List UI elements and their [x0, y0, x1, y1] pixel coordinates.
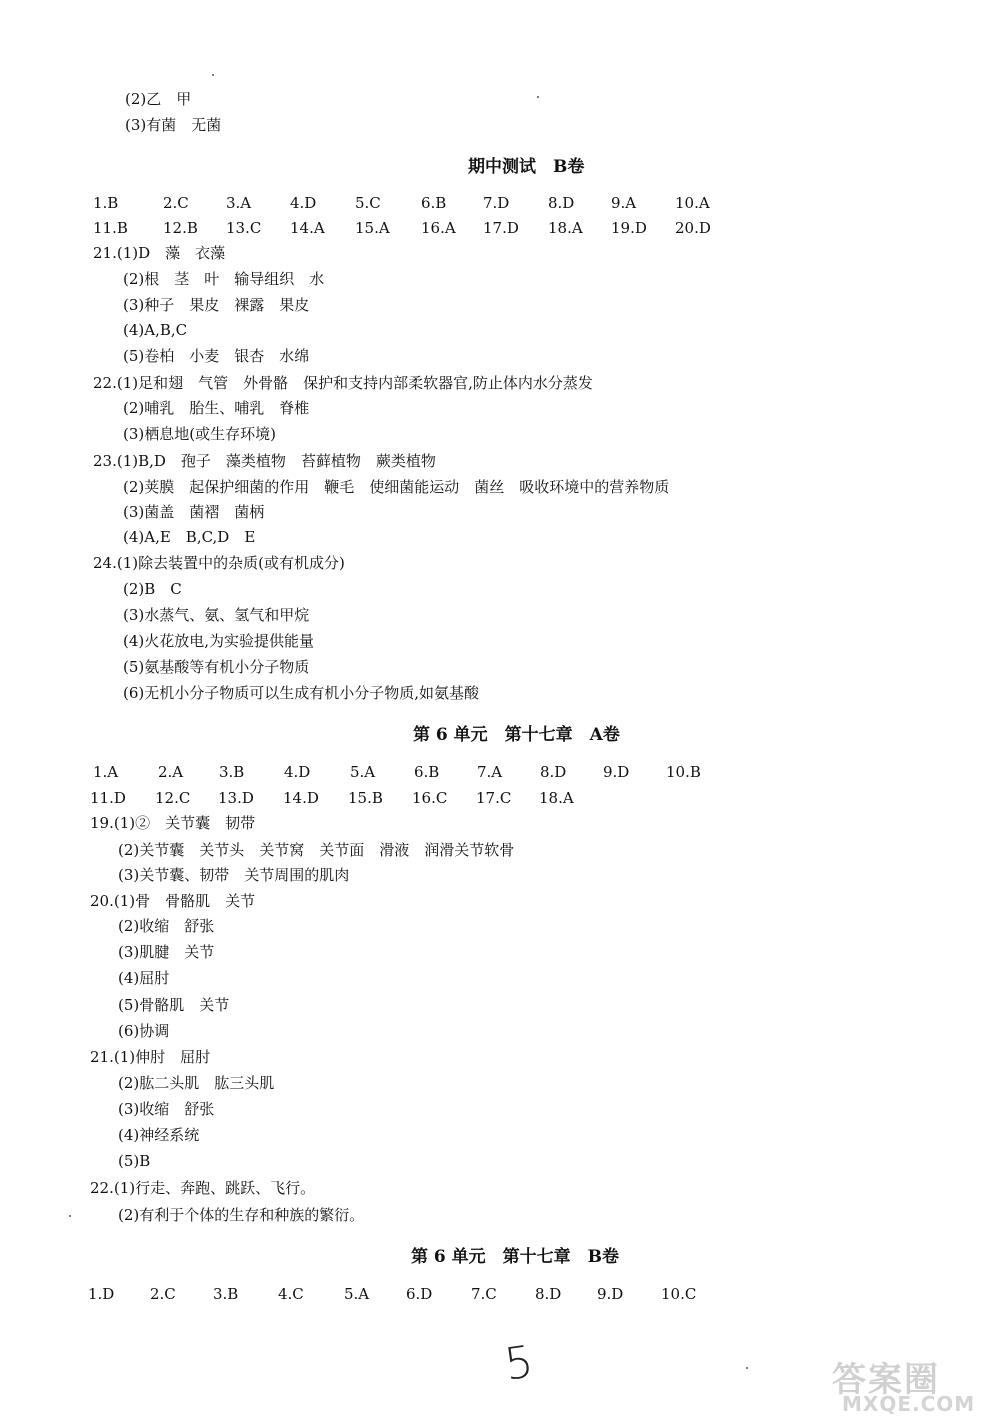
mcq-answer-row: [90, 788, 753, 808]
page-number: 5: [501, 1336, 537, 1391]
answer-line: 22.(1)足和翅 气管 外骨骼 保护和支持内部柔软器官,防止体内水分蒸发: [93, 374, 593, 392]
answer-line: (2)根 茎 叶 输导组织 水: [123, 270, 325, 288]
answer-line: (3)菌盖 菌褶 菌柄: [123, 503, 265, 521]
answer-line: (3)有菌 无菌: [125, 116, 222, 134]
mcq-answer: 2.A: [158, 763, 184, 781]
mcq-answer: 3.B: [219, 763, 245, 781]
mcq-answer: 2.C: [150, 1285, 176, 1303]
answer-line: (3)种子 果皮 裸露 果皮: [123, 296, 310, 314]
mcq-answer: 3.B: [213, 1285, 239, 1303]
mcq-answer: 11.B: [93, 219, 128, 237]
mcq-answer: 8.D: [540, 763, 567, 781]
mcq-answer: 6.D: [406, 1285, 433, 1303]
mcq-answer: 9.A: [611, 194, 637, 212]
mcq-answer-row: [93, 193, 753, 213]
mcq-answer: 7.C: [471, 1285, 497, 1303]
answer-line: 20.(1)骨 骨骼肌 关节: [90, 892, 256, 910]
mcq-answer: 17.D: [483, 219, 519, 237]
answer-line: 21.(1)伸肘 屈肘: [90, 1048, 211, 1066]
mcq-answer: 9.D: [603, 763, 630, 781]
answer-line: (4)屈肘: [118, 969, 170, 987]
answer-line: 19.(1)② 关节囊 韧带: [90, 814, 256, 832]
mcq-answer: 4.D: [284, 763, 311, 781]
answer-line: (2)收缩 舒张: [118, 917, 215, 935]
answer-line: (3)关节囊、韧带 关节周围的肌肉: [118, 866, 350, 884]
answer-line: (2)B C: [123, 580, 182, 598]
section-title-unit6-b: 第 6 单元 第十七章 B卷: [411, 1247, 620, 1267]
mcq-answer: 15.A: [355, 219, 390, 237]
mcq-answer: 13.C: [226, 219, 262, 237]
answer-line: (2)有利于个体的生存和种族的繁衍。: [118, 1206, 365, 1224]
section-title-unit6-a: 第 6 单元 第十七章 A卷: [413, 725, 620, 745]
mcq-answer: 1.B: [93, 194, 119, 212]
mcq-answer: 18.A: [539, 789, 574, 807]
answer-line: (3)栖息地(或生存环境): [123, 425, 276, 443]
answer-line: (2)荚膜 起保护细菌的作用 鞭毛 使细菌能运动 菌丝 吸收环境中的营养物质: [123, 478, 670, 496]
mcq-answer: 11.D: [90, 789, 126, 807]
scan-speck: [537, 96, 539, 98]
mcq-answer: 7.A: [477, 763, 503, 781]
mcq-answer: 20.D: [675, 219, 711, 237]
mcq-answer: 14.A: [290, 219, 325, 237]
mcq-answer: 10.A: [675, 194, 710, 212]
answer-line: 22.(1)行走、奔跑、跳跃、飞行。: [90, 1179, 316, 1197]
scan-speck: [212, 74, 214, 76]
mcq-answer: 19.D: [611, 219, 647, 237]
answer-line: (5)氨基酸等有机小分子物质: [123, 658, 310, 676]
watermark-text: 答案圈: [832, 1360, 940, 1400]
answer-line: (2)肱二头肌 肱三头肌: [118, 1074, 275, 1092]
answer-line: 24.(1)除去装置中的杂质(或有机成分): [93, 554, 345, 572]
mcq-answer: 5.A: [350, 763, 376, 781]
answer-line: (6)无机小分子物质可以生成有机小分子物质,如氨基酸: [123, 684, 480, 702]
mcq-answer: 8.D: [535, 1285, 562, 1303]
mcq-answer: 6.B: [421, 194, 447, 212]
mcq-answer: 6.B: [414, 763, 440, 781]
mcq-answer: 3.A: [226, 194, 252, 212]
mcq-answer-row: [93, 762, 753, 782]
mcq-answer: 12.B: [163, 219, 198, 237]
mcq-answer: 13.D: [218, 789, 254, 807]
mcq-answer: 7.D: [483, 194, 510, 212]
section-title-midterm-b: 期中测试 B卷: [468, 157, 585, 177]
answer-line: (5)B: [118, 1152, 151, 1170]
answer-line: (3)水蒸气、氨、氢气和甲烷: [123, 606, 310, 624]
mcq-answer: 16.C: [412, 789, 448, 807]
mcq-answer: 10.B: [666, 763, 701, 781]
answer-line: 21.(1)D 藻 衣藻: [93, 244, 226, 262]
mcq-answer: 9.D: [597, 1285, 624, 1303]
mcq-answer: 1.A: [93, 763, 119, 781]
mcq-answer-row: [93, 218, 753, 238]
answer-line: (6)协调: [118, 1022, 170, 1040]
mcq-answer: 15.B: [348, 789, 383, 807]
mcq-answer: 1.D: [88, 1285, 115, 1303]
answer-line: (2)乙 甲: [125, 90, 192, 108]
answer-line: (2)关节囊 关节头 关节窝 关节面 滑液 润滑关节软骨: [118, 841, 515, 859]
scan-speck: [69, 1215, 71, 1217]
mcq-answer: 14.D: [283, 789, 319, 807]
answer-line: (4)神经系统: [118, 1126, 200, 1144]
mcq-answer: 4.C: [278, 1285, 304, 1303]
mcq-answer: 18.A: [548, 219, 583, 237]
answer-line: (5)卷柏 小麦 银杏 水绵: [123, 347, 310, 365]
answer-line: (3)肌腱 关节: [118, 943, 215, 961]
answer-line: (2)哺乳 胎生、哺乳 脊椎: [123, 399, 310, 417]
answer-line: (4)火花放电,为实验提供能量: [123, 632, 315, 650]
answer-line: (3)收缩 舒张: [118, 1100, 215, 1118]
answer-line: (5)骨骼肌 关节: [118, 996, 230, 1014]
mcq-answer-row: [88, 1284, 748, 1304]
watermark-logo: [832, 1352, 982, 1420]
mcq-answer: 4.D: [290, 194, 317, 212]
answer-line: (4)A,B,C: [123, 321, 188, 339]
answer-line: 23.(1)B,D 孢子 藻类植物 苔藓植物 蕨类植物: [93, 452, 436, 470]
mcq-answer: 8.D: [548, 194, 575, 212]
mcq-answer: 12.C: [155, 789, 191, 807]
answer-line: (4)A,E B,C,D E: [123, 528, 256, 546]
mcq-answer: 2.C: [163, 194, 189, 212]
mcq-answer: 10.C: [661, 1285, 697, 1303]
mcq-answer: 5.C: [355, 194, 381, 212]
mcq-answer: 17.C: [476, 789, 512, 807]
scan-speck: [746, 1367, 748, 1369]
watermark-url: MXQE.COM: [842, 1392, 976, 1416]
mcq-answer: 5.A: [344, 1285, 370, 1303]
mcq-answer: 16.A: [421, 219, 456, 237]
